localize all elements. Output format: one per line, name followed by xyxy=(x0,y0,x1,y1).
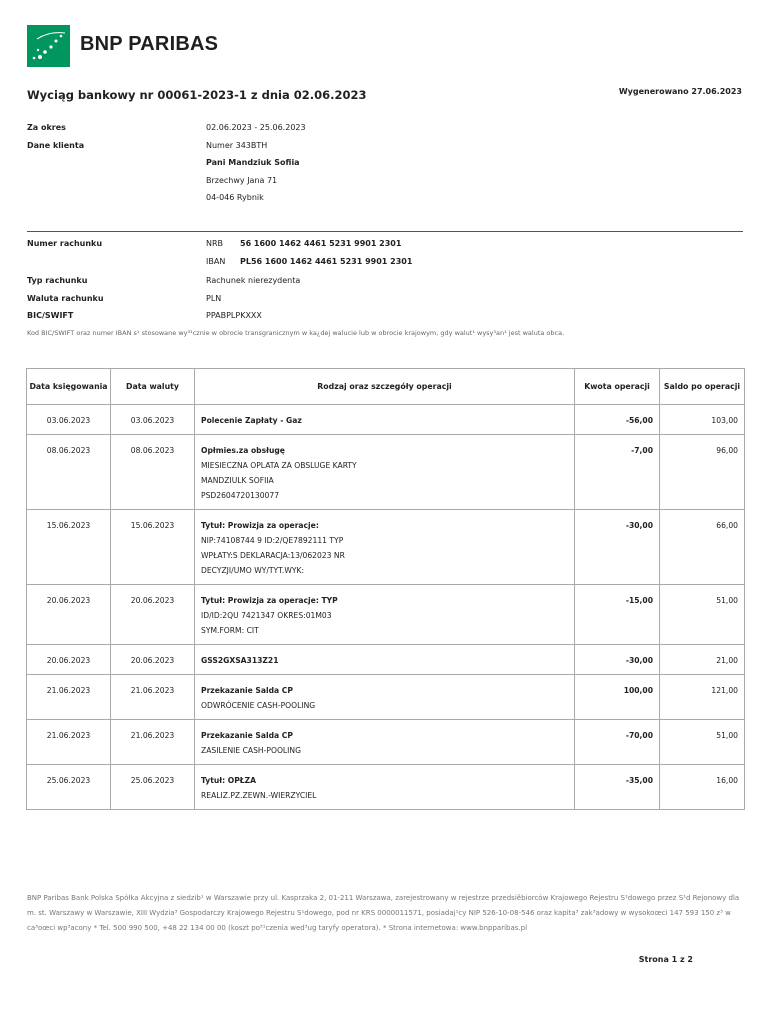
balance-cell: 66,00 xyxy=(660,510,745,585)
operation-title: Przekazanie Salda CP xyxy=(201,686,293,695)
bic-label: BIC/SWIFT xyxy=(27,311,74,320)
booking-date-cell: 25.06.2023 xyxy=(27,765,111,810)
balance-cell: 103,00 xyxy=(660,405,745,435)
operations-table xyxy=(26,368,745,810)
operation-detail-line: REALIZ.PZ.ZEWN.-WIERZYCIEL xyxy=(201,791,317,800)
period-value: 02.06.2023 - 25.06.2023 xyxy=(206,123,306,132)
balance-cell: 121,00 xyxy=(660,675,745,720)
header-booking-date: Data księgowania xyxy=(27,369,111,405)
operation-details-cell xyxy=(195,720,575,765)
operation-detail-line: ID/ID:2QU 7421347 OKRES:01M03 xyxy=(201,611,332,620)
value-date-cell: 20.06.2023 xyxy=(111,585,195,645)
amount-cell: 100,00 xyxy=(575,675,660,720)
booking-date-cell: 20.06.2023 xyxy=(27,645,111,675)
nrb-value: 56 1600 1462 4461 5231 9901 2301 xyxy=(240,239,402,248)
table-row xyxy=(27,720,745,765)
balance-cell: 51,00 xyxy=(660,720,745,765)
operation-details-cell xyxy=(195,435,575,510)
divider xyxy=(27,231,743,232)
table-row xyxy=(27,765,745,810)
operation-detail-line: ZASILENIE CASH-POOLING xyxy=(201,746,301,755)
table-row xyxy=(27,645,745,675)
period-label: Za okres xyxy=(27,123,66,132)
statement-title: Wyciąg bankowy nr 00061-2023-1 z dnia 02.06.2023 xyxy=(27,88,367,102)
operation-detail-line: MIESIECZNA OPLATA ZA OBSLUGE KARTY xyxy=(201,461,357,470)
account-number-label: Numer rachunku xyxy=(27,239,103,248)
operation-detail-line: NIP:74108744 9 ID:2/QE7892111 TYP xyxy=(201,536,344,545)
balance-cell: 21,00 xyxy=(660,645,745,675)
bic-iban-note: Kod BIC/SWIFT oraz numer IBAN s¹ stosowane wy³¹cznie w obrocie transgranicznym w ka¿dej walucie lub w obrocie krajowym, gdy walut¹ wysy³an¹ jest waluta obca. xyxy=(27,329,565,337)
balance-cell: 96,00 xyxy=(660,435,745,510)
operation-detail-line: SYM.FORM: CIT xyxy=(201,626,259,635)
header-balance: Saldo po operacji xyxy=(660,369,745,405)
table-row xyxy=(27,405,745,435)
table-row xyxy=(27,675,745,720)
operation-details-cell xyxy=(195,585,575,645)
booking-date-cell: 21.06.2023 xyxy=(27,675,111,720)
generated-date: Wygenerowano 27.06.2023 xyxy=(618,87,742,96)
page-number: Strona 1 z 2 xyxy=(638,955,693,964)
booking-date-cell: 08.06.2023 xyxy=(27,435,111,510)
client-city: 04-046 Rybnik xyxy=(206,193,264,202)
operation-details-cell xyxy=(195,645,575,675)
amount-cell: -70,00 xyxy=(575,720,660,765)
client-data-label: Dane klienta xyxy=(27,141,85,150)
header-value-date: Data waluty xyxy=(111,369,195,405)
operation-detail-line: DECYZJI/UMO WY/TYT.WYK: xyxy=(201,566,305,575)
client-street: Brzechwy Jana 71 xyxy=(206,176,278,185)
amount-cell: -15,00 xyxy=(575,585,660,645)
header-operation-type: Rodzaj oraz szczegóły operacji xyxy=(195,369,575,405)
operation-details-cell xyxy=(195,510,575,585)
operation-detail-line: MANDZIULK SOFIIA xyxy=(201,476,274,485)
operation-details-cell xyxy=(195,675,575,720)
bnp-logo-icon xyxy=(27,25,70,67)
value-date-cell: 25.06.2023 xyxy=(111,765,195,810)
booking-date-cell: 03.06.2023 xyxy=(27,405,111,435)
amount-cell: -35,00 xyxy=(575,765,660,810)
client-name: Pani Mandziuk Sofiia xyxy=(206,158,300,167)
operation-title: Tytuł: OPŁZA xyxy=(201,776,257,785)
operation-title: Polecenie Zapłaty - Gaz xyxy=(201,416,302,425)
header-amount: Kwota operacji xyxy=(575,369,660,405)
operation-details-cell xyxy=(195,405,575,435)
brand-name: BNP PARIBAS xyxy=(80,33,219,55)
operations-body xyxy=(27,405,745,810)
booking-date-cell: 20.06.2023 xyxy=(27,585,111,645)
balance-cell: 51,00 xyxy=(660,585,745,645)
booking-date-cell: 21.06.2023 xyxy=(27,720,111,765)
nrb-label: NRB xyxy=(206,239,224,248)
booking-date-cell: 15.06.2023 xyxy=(27,510,111,585)
bank-legal-footer: BNP Paribas Bank Polska Spółka Akcyjna z siedzib¹ w Warszawie przy ul. Kasprzaka 2, 01-211 Warszawa, zarejestrowany w rejestrze przedsiêbiorców Krajowego Rejestru S¹dowego przez S¹d Rejonowy dla m. st. Warszawy w Warszawie, XIII Wydzia³ Gospodarczy Krajowego Rejestru S¹dowego, pod nr KRS 0000011571, posiadaj¹cy NIP 526-10-08-546 oraz kapita³ zak³adowy w wysokoœci 147 593 150 z³ w ca³oœci wp³acony * Tel. 500 990 500, +48 22 134 00 00 (koszt po³¹czenia wed³ug taryfy operatora). * Strona internetowa: www.bnpparibas.pl xyxy=(27,894,740,932)
operation-title: Przekazanie Salda CP xyxy=(201,731,293,740)
operation-detail-line: WPŁATY:S DEKLARACJA:13/062023 NR xyxy=(201,551,345,560)
value-date-cell: 03.06.2023 xyxy=(111,405,195,435)
account-currency-label: Waluta rachunku xyxy=(27,294,104,303)
operation-title: Tytuł: Prowizja za operacje: TYP xyxy=(201,596,338,605)
operation-title: Opłmies.za obsługę xyxy=(201,446,285,455)
amount-cell: -56,00 xyxy=(575,405,660,435)
value-date-cell: 15.06.2023 xyxy=(111,510,195,585)
bic-value: PPABPLPKXXX xyxy=(206,311,262,320)
operation-title: Tytuł: Prowizja za operacje: xyxy=(201,521,319,530)
iban-label: IBAN xyxy=(206,257,226,266)
client-number: Numer 343BTH xyxy=(206,141,268,150)
amount-cell: -30,00 xyxy=(575,510,660,585)
operation-detail-line: ODWRÓCENIE CASH-POOLING xyxy=(201,701,316,710)
amount-cell: -7,00 xyxy=(575,435,660,510)
value-date-cell: 20.06.2023 xyxy=(111,645,195,675)
table-row xyxy=(27,435,745,510)
value-date-cell: 21.06.2023 xyxy=(111,720,195,765)
amount-cell: -30,00 xyxy=(575,645,660,675)
value-date-cell: 08.06.2023 xyxy=(111,435,195,510)
account-type-value: Rachunek nierezydenta xyxy=(206,276,301,285)
operation-detail-line: PSD2604720130077 xyxy=(201,491,280,500)
table-header-row xyxy=(27,369,745,405)
table-row xyxy=(27,585,745,645)
operation-title: GSS2GXSA313Z21 xyxy=(201,656,279,665)
table-row xyxy=(27,510,745,585)
operation-details-cell xyxy=(195,765,575,810)
balance-cell: 16,00 xyxy=(660,765,745,810)
account-currency-value: PLN xyxy=(206,294,222,303)
account-type-label: Typ rachunku xyxy=(27,276,88,285)
iban-value: PL56 1600 1462 4461 5231 9901 2301 xyxy=(240,257,413,266)
value-date-cell: 21.06.2023 xyxy=(111,675,195,720)
